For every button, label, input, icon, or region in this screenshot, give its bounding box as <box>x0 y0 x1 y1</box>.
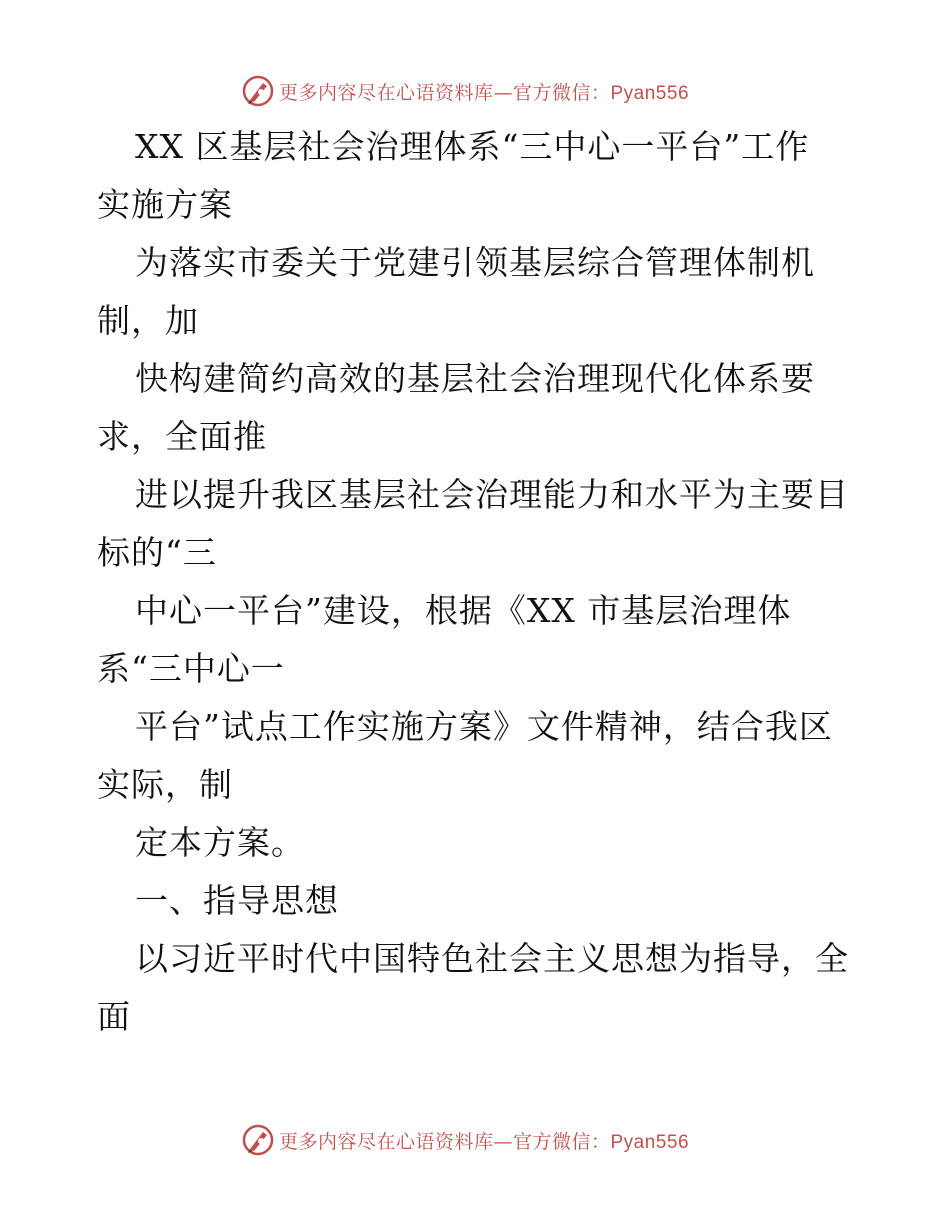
body-text-line: 实施方案 <box>97 185 233 224</box>
body-text-line: 制，加 <box>97 301 199 340</box>
watermark-text <box>279 78 689 105</box>
watermark-label: 更多内容尽在心语资料库—官方微信： <box>278 1130 611 1153</box>
body-text-line: 快构建简约高效的基层社会治理现代化体系要 <box>135 359 815 398</box>
body-text-line: 一、指导思想 <box>135 881 339 920</box>
header-watermark <box>0 71 950 111</box>
watermark-handle: Pyan556 <box>610 82 690 104</box>
body-text-line: 标的“三 <box>97 533 217 572</box>
body-text-line: XX 区基层社会治理体系“三中心一平台”工作 <box>135 127 810 166</box>
footer-watermark <box>0 1120 950 1160</box>
pen-seal-logo-icon <box>241 1123 275 1157</box>
pen-seal-logo-icon <box>241 74 275 108</box>
body-text-line: 实际，制 <box>97 765 233 804</box>
body-text-line: 为落实市委关于党建引领基层综合管理体制机 <box>135 243 815 282</box>
watermark-label: 更多内容尽在心语资料库—官方微信： <box>278 81 611 104</box>
watermark-group <box>241 1123 689 1157</box>
watermark-text <box>279 1127 689 1154</box>
body-text-line: 定本方案。 <box>135 823 305 862</box>
body-text-line: 进以提升我区基层社会治理能力和水平为主要目 <box>135 475 849 514</box>
watermark-group <box>241 74 689 108</box>
document-body <box>97 118 857 1046</box>
watermark-handle: Pyan556 <box>610 1131 690 1153</box>
body-text-line: 系“三中心一 <box>97 649 285 688</box>
body-text-line: 以习近平时代中国特色社会主义思想为指导，全 <box>135 939 849 978</box>
body-text-line: 求，全面推 <box>97 417 267 456</box>
body-text-line: 中心一平台”建设，根据《XX 市基层治理体 <box>135 591 792 630</box>
body-text-line: 面 <box>97 997 131 1036</box>
body-text-line: 平台”试点工作实施方案》文件精神，结合我区 <box>135 707 833 746</box>
